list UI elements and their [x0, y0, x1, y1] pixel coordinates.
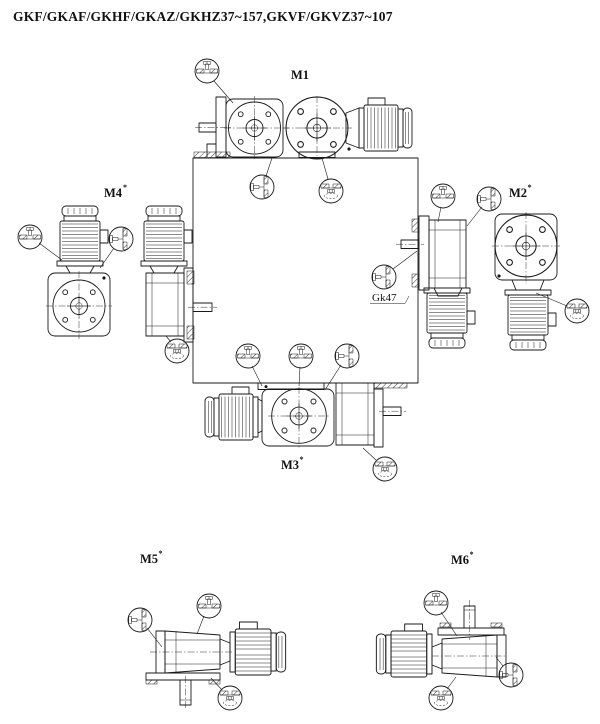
vent-plug-icon	[236, 344, 260, 368]
m4-front-view	[46, 206, 112, 339]
oil-drain-plug-icon	[429, 686, 453, 710]
m4-side-view	[141, 206, 217, 342]
m4-label-sup: *	[123, 183, 127, 192]
m2-front-view	[492, 212, 560, 350]
page-title: GKF/GKAF/GKHF/GKAZ/GKHZ37~157,GKVF/GKVZ37~107	[13, 9, 393, 24]
oil-drain-plug-icon	[373, 457, 397, 481]
position-m6	[376, 550, 523, 710]
m2-label: M2	[509, 186, 528, 200]
vent-plug-icon	[431, 184, 455, 208]
oil-level-plug-icon	[372, 265, 396, 289]
vent-plug-icon	[289, 344, 313, 368]
m2-label-sup: *	[527, 183, 532, 192]
position-m5	[128, 549, 286, 710]
position-m1	[194, 59, 412, 203]
gk47-note	[370, 265, 409, 304]
oil-level-plug-icon	[477, 187, 501, 211]
position-m2	[370, 183, 589, 350]
m1-front-view	[194, 96, 289, 159]
oil-drain-plug-icon	[165, 339, 189, 363]
m4-label: M4	[104, 186, 123, 200]
oil-level-plug-icon	[499, 663, 523, 687]
oil-level-plug-icon	[128, 608, 152, 632]
oil-drain-plug-icon	[218, 686, 242, 710]
position-m4	[18, 183, 217, 363]
callout-leader-lines	[147, 616, 222, 690]
m3-label-sup: *	[299, 455, 304, 464]
vent-plug-icon	[18, 225, 42, 249]
oil-drain-plug-icon	[565, 299, 589, 323]
mounting-frame	[193, 158, 418, 383]
oil-level-plug-icon	[335, 344, 359, 368]
oil-level-plug-icon	[109, 227, 133, 251]
callout-leader-lines	[39, 243, 171, 342]
m1-side-view	[283, 96, 412, 159]
vent-plug-icon	[424, 591, 448, 615]
m5-side-view	[146, 622, 286, 710]
m6-label: M6	[451, 553, 470, 567]
oil-level-plug-icon	[250, 175, 274, 199]
m3-label: M3	[281, 458, 300, 472]
m5-label: M5	[140, 552, 159, 566]
m1-label: M1	[291, 68, 310, 82]
oil-drain-plug-icon	[319, 179, 343, 203]
callout-leader-lines	[214, 81, 328, 179]
m6-label-sup: *	[469, 550, 474, 559]
vent-plug-icon	[197, 594, 221, 618]
m2-side-view	[396, 216, 475, 348]
vent-plug-icon	[195, 59, 219, 83]
gk47-label: Gk47	[372, 292, 397, 304]
position-m3	[205, 344, 407, 481]
m6-side-view	[376, 600, 506, 677]
m3-side-view	[336, 383, 407, 447]
m5-label-sup: *	[158, 549, 163, 558]
m3-front-view	[205, 383, 334, 448]
